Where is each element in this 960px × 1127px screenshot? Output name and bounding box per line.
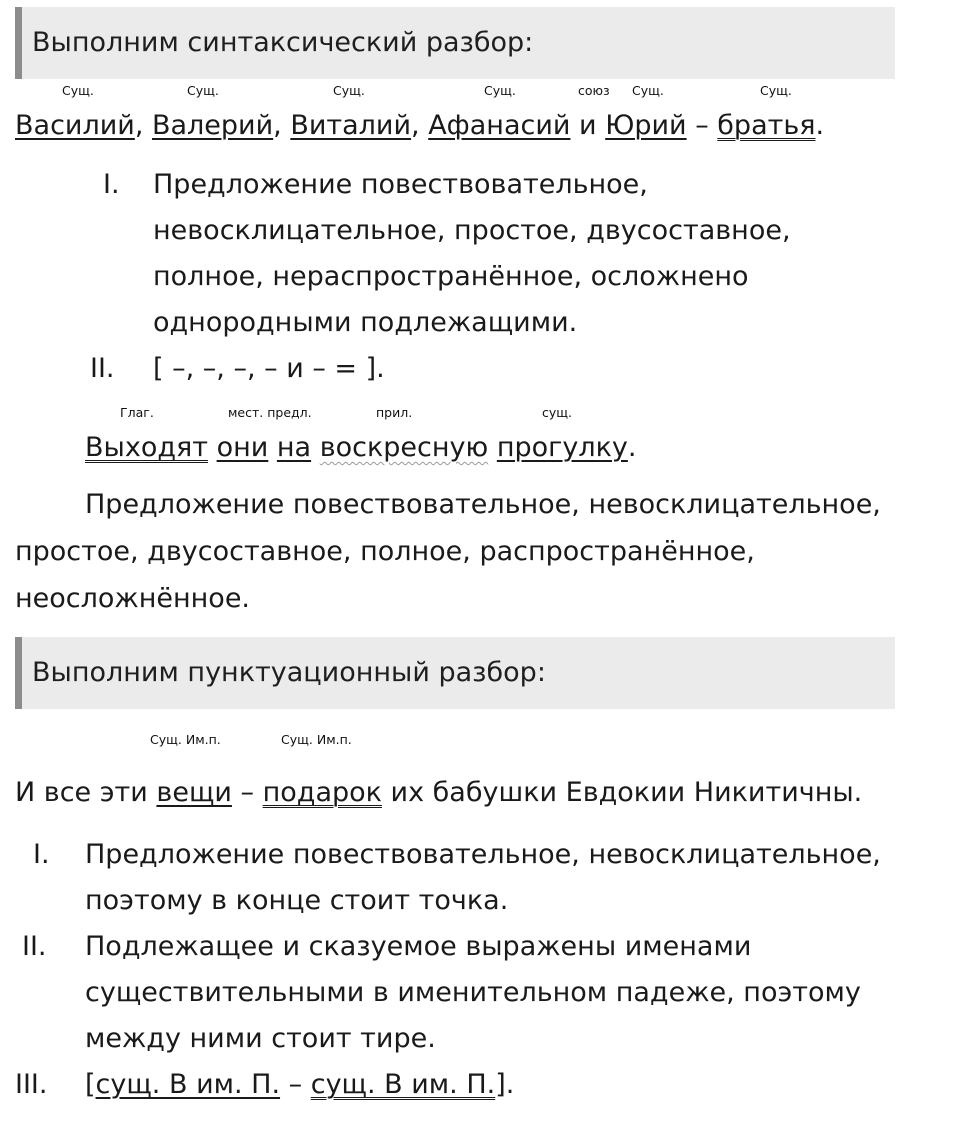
analysis-line: простое, двусоставное, полное, распространённое,	[15, 536, 755, 567]
dash: –	[695, 110, 709, 141]
pos-annotation: мест. предл.	[228, 405, 312, 420]
analysis-line: невосклицательное, простое, двусоставное,	[153, 215, 791, 246]
pos-annotation: Сущ. Им.п.	[281, 732, 352, 747]
list-line: Подлежащее и сказуемое выражены именами	[85, 931, 752, 962]
sentence-scheme: [ –, –, –, – и – = ].	[153, 353, 385, 384]
scheme-predicate: сущ. В им. П.	[310, 1069, 496, 1100]
pos-annotation: сущ.	[542, 405, 573, 420]
subject-word: они	[216, 432, 269, 463]
attribute-word: воскресную	[319, 432, 489, 463]
example-sentence-1: Василий, Валерий, Виталий, Афанасий и Юрий – братья.	[15, 110, 825, 141]
sentence-scheme	[85, 1071, 514, 1098]
list-number: II.	[90, 353, 115, 384]
sentence-part: И все эти	[15, 777, 157, 808]
dash: –	[280, 1069, 311, 1100]
subject-word: Василий	[15, 110, 135, 141]
pos-annotation: Сущ. Им.п.	[150, 732, 221, 747]
list-line: Предложение повествовательное, невосклицательное,	[85, 839, 881, 870]
pos-annotation: Сущ.	[333, 83, 365, 98]
section-heading-punctuation	[15, 637, 895, 709]
analysis-line: однородными подлежащими.	[153, 307, 578, 338]
conjunction-word: и	[579, 110, 597, 141]
heading-text: Выполним пунктуационный разбор:	[32, 657, 546, 688]
analysis-line: полное, нераспространённое, осложнено	[153, 261, 749, 292]
sentence-part: их бабушки Евдокии Никитичны.	[381, 777, 863, 808]
pos-annotation: прил.	[376, 405, 413, 420]
subject-word: Афанасий	[428, 110, 571, 141]
analysis-line: неосложнённое.	[15, 583, 251, 614]
section-heading-syntax	[15, 7, 895, 79]
subject-word: Юрий	[605, 110, 687, 141]
preposition-word: на	[276, 432, 312, 463]
predicate-word: братья	[717, 110, 816, 141]
period: .	[815, 110, 825, 141]
pos-annotation: Сущ.	[62, 83, 94, 98]
subject-word: Валерий	[151, 110, 274, 141]
list-line: существительными в именительном падеже, поэтому	[85, 977, 861, 1008]
pos-annotation: Глаг.	[120, 405, 154, 420]
list-line: между ними стоит тире.	[85, 1023, 436, 1054]
list-number: III.	[15, 1069, 48, 1100]
list-number: I.	[103, 169, 120, 200]
analysis-line: Предложение повествовательное,	[153, 169, 648, 200]
pos-annotation: Сущ.	[187, 83, 219, 98]
pos-annotation: Сущ.	[632, 83, 664, 98]
bracket: [	[85, 1069, 96, 1100]
subject-word: Виталий	[290, 110, 412, 141]
period: .	[627, 432, 637, 463]
object-word: прогулку	[496, 432, 628, 463]
heading-text: Выполним синтаксический разбор:	[32, 27, 534, 58]
analysis-line: Предложение повествовательное, невосклицательное,	[85, 489, 881, 520]
subject-word: вещи	[156, 777, 232, 808]
pos-annotation: Сущ.	[760, 83, 792, 98]
list-line: поэтому в конце стоит точка.	[85, 885, 509, 916]
pos-annotation: Сущ.	[484, 83, 516, 98]
example-sentence-3	[15, 779, 862, 806]
pos-annotation: союз	[578, 83, 610, 98]
list-number: II.	[22, 931, 47, 962]
bracket: ].	[495, 1069, 515, 1100]
predicate-word: Выходят	[85, 432, 208, 463]
dash: –	[231, 777, 263, 808]
example-sentence-2	[85, 434, 636, 461]
scheme-subject: сущ. В им. П.	[95, 1069, 281, 1100]
list-number: I.	[33, 839, 50, 870]
predicate-word: подарок	[262, 777, 382, 808]
